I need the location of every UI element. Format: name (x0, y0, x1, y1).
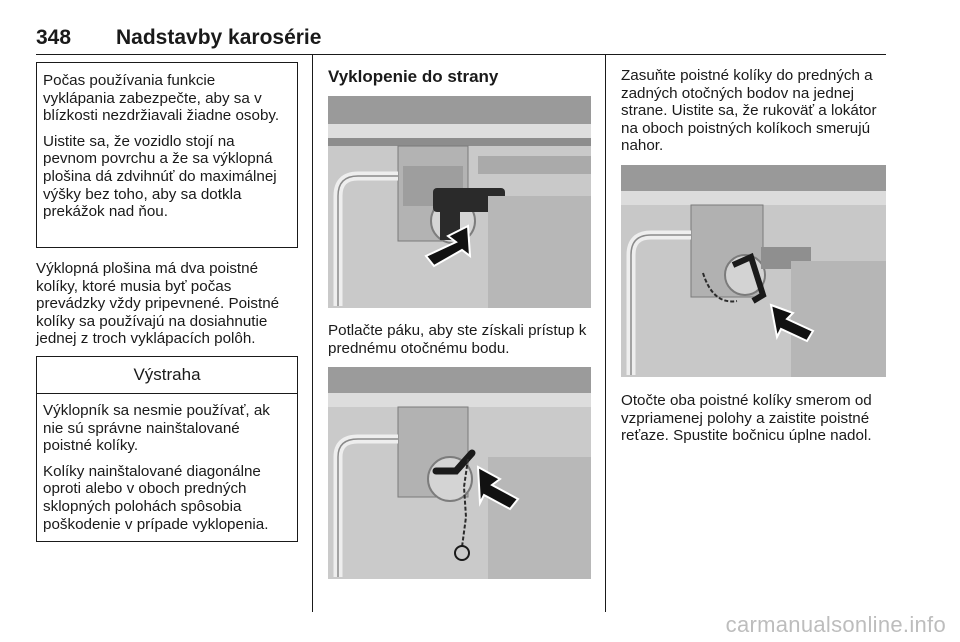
page-header (36, 26, 886, 55)
warning-text: Výklopník sa nesmie používať, ak nie sú správne nainštalované poistné kolíky. (43, 402, 270, 455)
instruction-block (621, 392, 887, 445)
page-number: 348 (36, 26, 72, 49)
watermark: carmanualsonline.info (725, 612, 946, 637)
body-text-block (36, 260, 298, 348)
photo-chain (328, 367, 591, 579)
caption-block (328, 322, 592, 357)
caution-box (36, 62, 298, 248)
section-heading: Vyklopenie do strany (328, 67, 499, 86)
column-divider (605, 55, 606, 612)
instruction-paragraph: Zasuňte poistné kolíky do predných a zadných otočných bodov na jednej strane. Uistite sa, že rukoväť a lokátor na oboch poistných kolíkoch smerujú nahor. (621, 67, 877, 155)
chapter-title: Nadstavby karosérie (116, 26, 322, 49)
instruction-block (621, 67, 887, 155)
body-paragraph: Výklopná plošina má dva poistné kolíky, ktoré musia byť počas prevádzky vždy pripevnené. Poistné kolíky sa používajú na dosiahnutie jednej z troch vyklápacích polôh. (36, 260, 280, 348)
warning-box (36, 356, 298, 542)
photo-caption: Potlačte páku, aby ste získali prístup k prednému otočnému bodu. (328, 322, 587, 357)
column-divider (312, 55, 313, 612)
caution-text: Uistite sa, že vozidlo stojí na pevnom povrchu a že sa výklopná plošina dá zdvihnúť do maximálnej výšky bez toho, aby sa dotkla prekážok nad ňou. (43, 132, 277, 221)
warning-text: Kolíky nainštalované diagonálne oproti alebo v oboch predných sklopných polohách spôsobia poškodenie v prípade vyklopenia. (43, 462, 269, 533)
photo-lever (328, 96, 591, 308)
instruction-paragraph: Otočte oba poistné kolíky smerom od vzpriamenej polohy a zaistite poistné reťaze. Spustite bočnicu úplne nadol. (621, 392, 872, 445)
caution-text: Počas používania funkcie vyklápania zabezpečte, aby sa v blízkosti nezdržiavali žiadne osoby. (43, 72, 280, 125)
photo-pins (621, 165, 886, 377)
warning-title: Výstraha (37, 357, 297, 394)
